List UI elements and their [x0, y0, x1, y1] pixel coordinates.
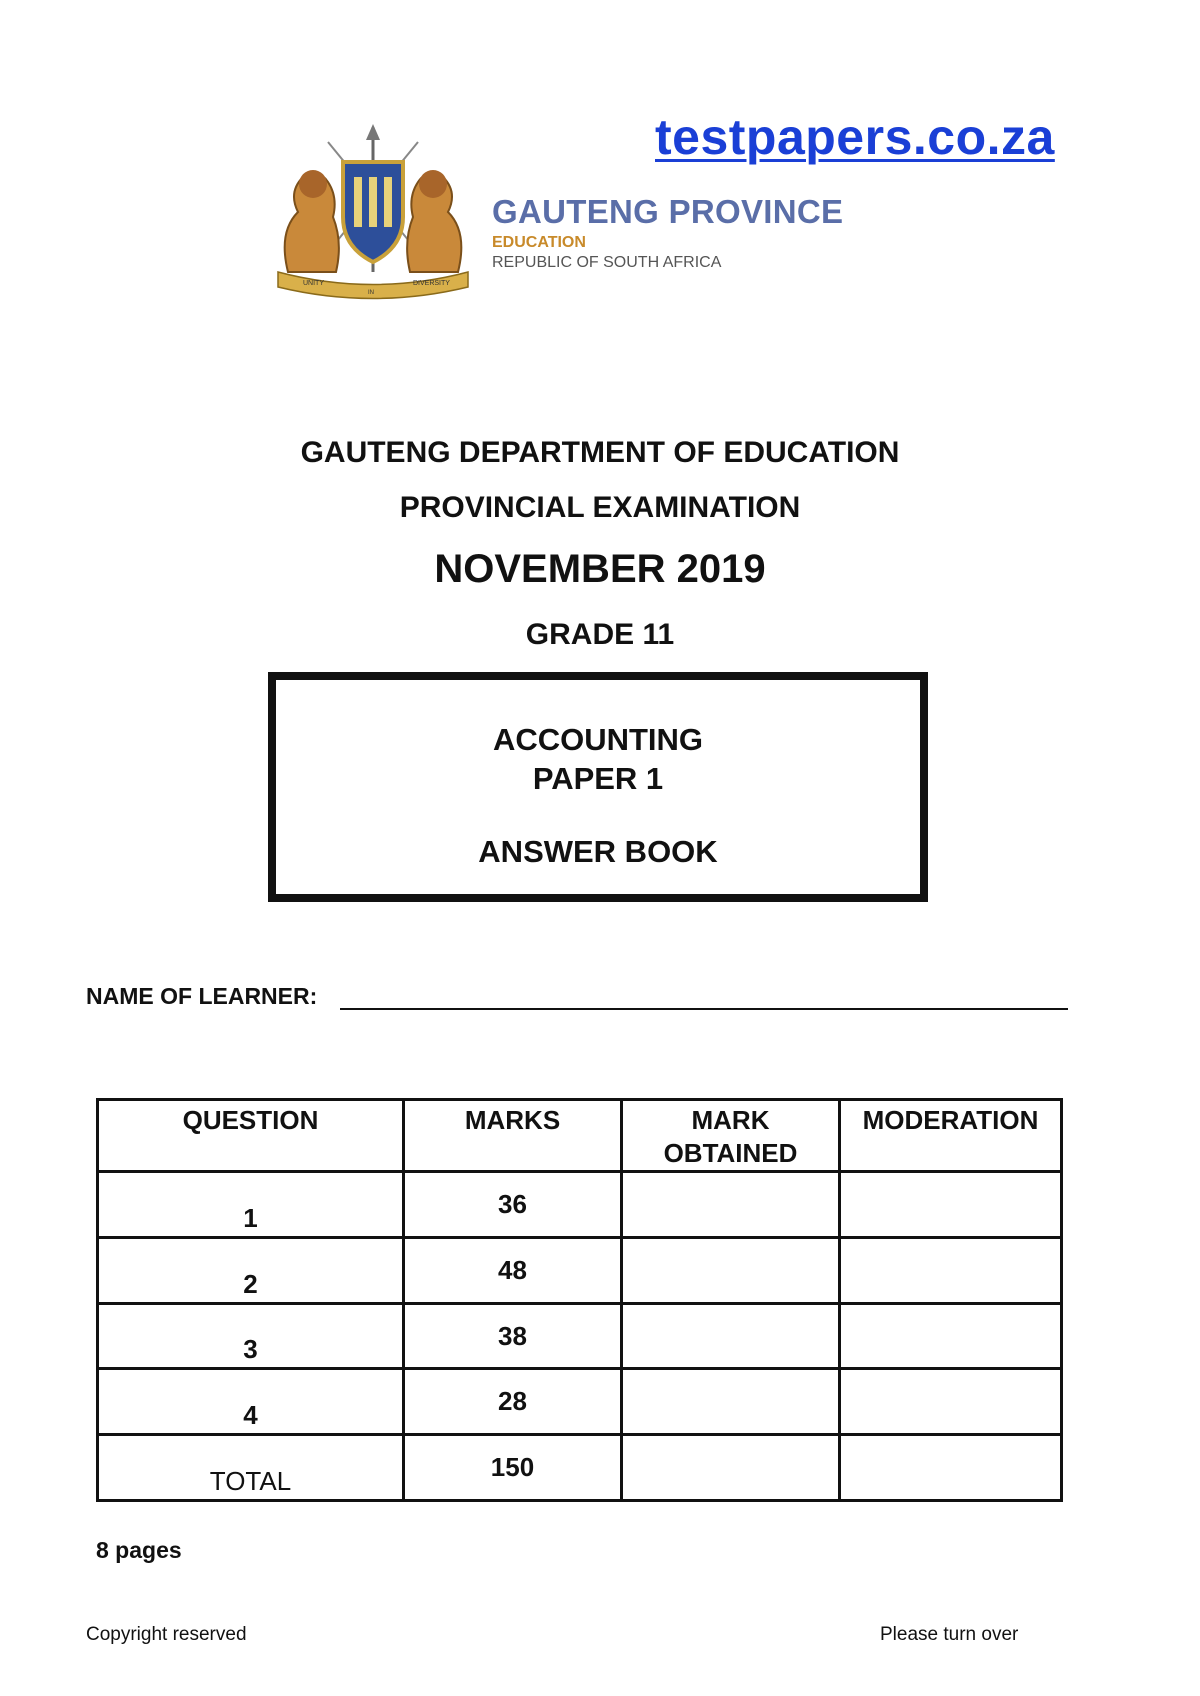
marks-cell: 28: [404, 1369, 622, 1435]
grade-heading: GRADE 11: [525, 618, 675, 651]
total-label-cell: TOTAL: [98, 1435, 404, 1501]
footer-turn-over: Please turn over: [880, 1624, 1019, 1645]
mark-obtained-cell[interactable]: [622, 1369, 840, 1435]
exam-heading: PROVINCIAL EXAMINATION: [399, 491, 801, 524]
moderation-cell[interactable]: [840, 1303, 1062, 1369]
site-link[interactable]: testpapers.co.za: [655, 109, 1055, 165]
table-row: [98, 1237, 1062, 1303]
table-row: [98, 1303, 1062, 1369]
header-mark-obtained: MARK OBTAINED: [622, 1100, 840, 1172]
question-cell: 4: [98, 1369, 404, 1435]
marks-cell: 38: [404, 1303, 622, 1369]
answer-book-label: ANSWER BOOK: [478, 834, 718, 869]
moderation-cell[interactable]: [840, 1172, 1062, 1238]
header-moderation: MODERATION: [840, 1100, 1062, 1172]
logo-subtitle-country: REPUBLIC OF SOUTH AFRICA: [492, 254, 722, 271]
logo-subtitle-education: EDUCATION: [492, 234, 586, 251]
coat-of-arms-icon: [258, 122, 488, 302]
header-question: QUESTION: [98, 1100, 404, 1172]
question-cell: 2: [98, 1237, 404, 1303]
total-marks-cell: 150: [404, 1435, 622, 1501]
table-row: [98, 1172, 1062, 1238]
mark-obtained-cell[interactable]: [622, 1172, 840, 1238]
mark-obtained-cell[interactable]: [622, 1303, 840, 1369]
table-row: [98, 1369, 1062, 1435]
page-count: 8 pages: [96, 1537, 182, 1563]
svg-text:IN: IN: [368, 290, 374, 296]
moderation-cell[interactable]: [840, 1237, 1062, 1303]
question-cell: 3: [98, 1303, 404, 1369]
table-header-row: [98, 1100, 1062, 1172]
marks-table: [96, 1098, 1063, 1502]
question-cell: 1: [98, 1172, 404, 1238]
marks-cell: 36: [404, 1172, 622, 1238]
table-row-total: [98, 1435, 1062, 1501]
learner-name-field[interactable]: [340, 1008, 1068, 1010]
mark-obtained-cell[interactable]: [622, 1435, 840, 1501]
marks-cell: 48: [404, 1237, 622, 1303]
department-heading: GAUTENG DEPARTMENT OF EDUCATION: [300, 436, 900, 469]
paper-label: PAPER 1: [532, 761, 664, 796]
learner-name-label: NAME OF LEARNER:: [86, 983, 318, 1009]
mark-obtained-cell[interactable]: [622, 1237, 840, 1303]
header-marks: MARKS: [404, 1100, 622, 1172]
subject-label: ACCOUNTING: [492, 722, 704, 757]
footer-copyright: Copyright reserved: [86, 1624, 247, 1645]
logo-title: GAUTENG PROVINCE: [492, 193, 844, 230]
moderation-cell[interactable]: [840, 1369, 1062, 1435]
svg-text:DIVERSITY: DIVERSITY: [413, 280, 450, 287]
session-heading: NOVEMBER 2019: [434, 547, 766, 591]
subject-box: [268, 672, 928, 902]
moderation-cell[interactable]: [840, 1435, 1062, 1501]
svg-text:UNITY: UNITY: [303, 280, 324, 287]
